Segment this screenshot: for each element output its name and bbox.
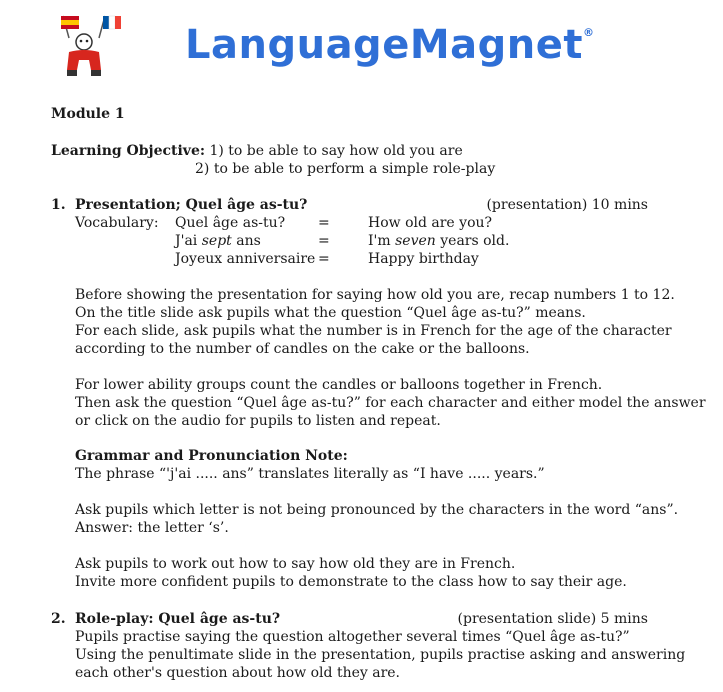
module-title: Module 1	[51, 106, 125, 122]
objective-label: Learning Objective:	[51, 143, 206, 159]
grammar-line: The phrase “'j'ai ..... ans” translates literally as “I have ..... years.”	[75, 466, 545, 482]
vocab-fr-2-italic: sept	[201, 233, 232, 249]
paragraph-1-line: For each slide, ask pupils what the number is in French for the age of the character	[75, 323, 672, 339]
paragraph-1-line: Before showing the presentation for saying how old you are, recap numbers 1 to 12.	[75, 287, 675, 303]
paragraph-3-line: Answer: the letter ‘s’.	[75, 520, 229, 536]
vocab-en-3: Happy birthday	[368, 251, 479, 267]
logo	[55, 8, 595, 90]
grammar-heading: Grammar and Pronunciation Note:	[75, 448, 348, 464]
section1-meta: (presentation) 10 mins	[486, 197, 648, 213]
section1-number: 1.	[51, 197, 66, 213]
vocab-en-2-pre: I'm	[368, 233, 396, 249]
vocab-en-1: How old are you?	[368, 215, 493, 231]
vocab-eq-2: =	[318, 233, 330, 249]
paragraph-2-line: Then ask the question “Quel âge as-tu?” for each character and either model the answer	[75, 395, 706, 411]
vocab-fr-2	[175, 232, 261, 250]
objective-line-1: 1) to be able to say how old you are	[209, 143, 463, 159]
paragraph-2-line: or click on the audio for pupils to listen and repeat.	[75, 413, 441, 429]
paragraph-4-line: Invite more confident pupils to demonstrate to the class how to say their age.	[75, 574, 627, 590]
paragraph-1-line: according to the number of candles on the cake or the balloons.	[75, 341, 530, 357]
paragraph-1	[75, 286, 675, 358]
paragraph-2	[75, 376, 706, 430]
vocab-fr-2-post: ans	[231, 233, 261, 249]
paragraph-4-line: Ask pupils to work out how to say how old they are in French.	[75, 556, 516, 572]
paragraph-1-line: On the title slide ask pupils what the question “Quel âge as-tu?” means.	[75, 305, 586, 321]
vocab-fr-3: Joyeux anniversaire	[175, 251, 316, 267]
brand-wordmark	[185, 22, 594, 68]
objective-line-2: 2) to be able to perform a simple role-play	[195, 161, 496, 177]
brand-reg-mark: ®	[582, 26, 595, 39]
section1-title: Presentation; Quel âge as-tu?	[75, 197, 308, 213]
mascot-flags-icon	[55, 8, 129, 88]
paragraph-3-line: Ask pupils which letter is not being pronounced by the characters in the word “ans”.	[75, 502, 679, 518]
vocab-fr-1: Quel âge as-tu?	[175, 215, 286, 231]
vocab-en-2	[368, 232, 509, 250]
vocab-eq-3: =	[318, 251, 330, 267]
vocab-en-2-italic: seven	[395, 233, 436, 249]
section2-line: each other's question about how old they are.	[75, 665, 401, 681]
paragraph-3	[75, 501, 679, 537]
section2-title: Role-play: Quel âge as-tu?	[75, 611, 281, 627]
vocab-label: Vocabulary:	[75, 215, 159, 231]
section2-line: Pupils practise saying the question altogether several times “Quel âge as-tu?”	[75, 629, 630, 645]
section2-number: 2.	[51, 611, 66, 627]
brand-name: LanguageMagnet	[185, 22, 583, 68]
section2-body	[75, 628, 686, 682]
learning-objective	[51, 142, 463, 160]
section2-meta: (presentation slide) 5 mins	[457, 611, 648, 627]
vocab-fr-2-pre: J'ai	[175, 233, 202, 249]
paragraph-4	[75, 555, 675, 591]
vocab-en-2-post: years old.	[435, 233, 510, 249]
paragraph-2-line: For lower ability groups count the candles or balloons together in French.	[75, 377, 603, 393]
vocab-eq-1: =	[318, 215, 330, 231]
section2-line: Using the penultimate slide in the presentation, pupils practise asking and answering	[75, 647, 686, 663]
